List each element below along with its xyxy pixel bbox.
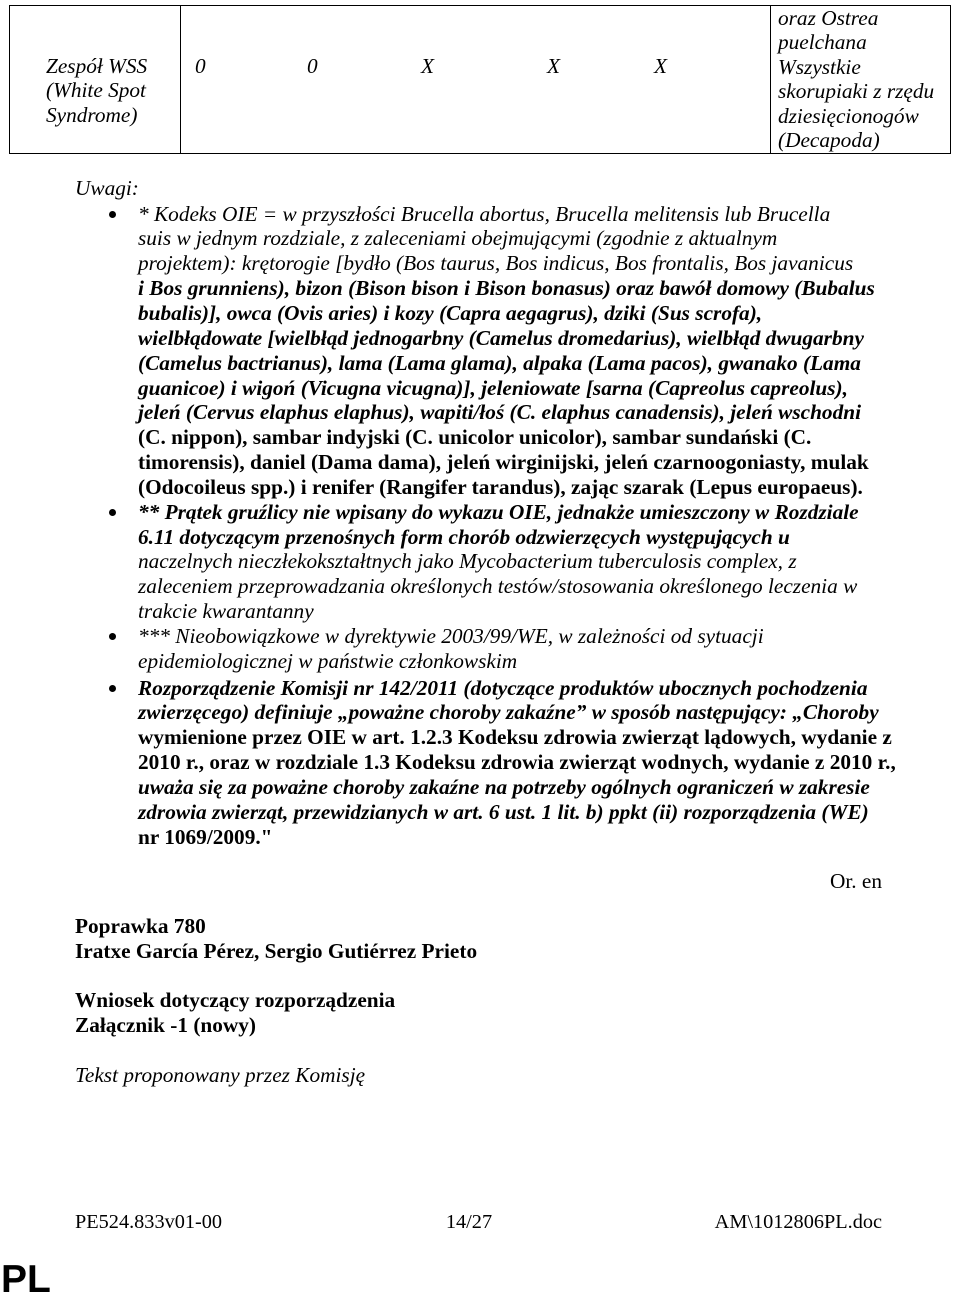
species-line: dziesięcionogów	[778, 103, 919, 128]
note-line: epidemiologicznej w państwie członkowskim	[138, 648, 518, 673]
species-line: Wszystkie	[778, 54, 861, 79]
amendment-number: Poprawka 780	[75, 913, 206, 938]
note-line: trakcie kwarantanny	[138, 599, 314, 624]
disease-name-line: (White Spot	[46, 78, 146, 103]
mark-value: 0	[307, 54, 318, 78]
disease-cell	[10, 6, 181, 154]
note-line: i Bos grunniens), bizon (Bison bison i Bison bonasus) oraz bawół domowy (Bubalus	[138, 276, 875, 301]
note-line: naczelnych nieczłekokształtnych jako Mycobacterium tuberculosis complex, z	[138, 549, 797, 574]
note-line: *** Nieobowiązkowe w dyrektywie 2003/99/WE, w zależności od sytuacji	[138, 623, 764, 648]
notes-section	[75, 176, 935, 850]
note-line: bubalis)], owca (Ovis aries) i kozy (Capra aegagrus), dziki (Sus scrofa),	[138, 300, 763, 325]
note-item	[75, 202, 935, 500]
bullet-icon	[109, 509, 116, 516]
note-line: projektem): krętorogie [bydło (Bos taurus, Bos indicus, Bos frontalis, Bos javanicus	[138, 251, 854, 276]
note-item	[75, 500, 935, 624]
note-line: guanicoe) i wigoń (Vicugna vicugna)], jeleniowate [sarna (Capreolus capreolus),	[138, 375, 848, 400]
marks-cell	[181, 6, 771, 154]
annex-table	[9, 5, 951, 154]
note-line: uważa się za poważne choroby zakaźne na potrzeby ogólnych ograniczeń w zakresie	[138, 775, 870, 799]
original-language: Or. en	[829, 868, 882, 893]
note-line: 6.11 dotyczącym przenośnych form chorób odzwierzęcych występujących u	[138, 524, 790, 549]
note-line: zdrowia zwierząt, przewidzianych w art. 6 ust. 1 lit. b) ppkt (ii) rozporządzenia (WE)	[138, 799, 869, 824]
disease-name-line: Zespół WSS	[46, 54, 148, 78]
note-line: Rozporządzenie Komisji nr 142/2011 (dotyczące produktów ubocznych pochodzenia	[138, 675, 868, 700]
note-item	[75, 676, 935, 850]
species-line: skorupiaki z rzędu	[778, 79, 935, 104]
species-line: puelchana	[778, 30, 867, 55]
note-line: ** Prątek gruźlicy nie wpisany do wykazu OIE, jednakże umieszczony w Rozdziale	[138, 499, 859, 524]
note-item	[75, 624, 935, 674]
annex-reference: Załącznik -1 (nowy)	[75, 1012, 257, 1037]
language-tag: PL	[1, 1258, 51, 1295]
footer-file-name: AM\1012806PL.doc	[714, 1211, 882, 1233]
footer-page-number: 14/27	[445, 1211, 493, 1233]
note-line: 2010 r., oraz w rozdziale 1.3 Kodeksu zdrowia zwierząt wodnych, wydanie z 2010 r.,	[138, 750, 896, 775]
bullet-icon	[109, 211, 116, 218]
proposal-title: Wniosek dotyczący rozporządzenia	[75, 987, 396, 1012]
mark-value: X	[421, 54, 435, 78]
column-heading: Tekst proponowany przez Komisję	[75, 1062, 366, 1087]
footer-reference: PE524.833v01-00	[75, 1211, 223, 1233]
note-line: jeleń (Cervus elaphus elaphus), wapiti/łoś (C. elaphus canadensis), jeleń wschodni	[138, 400, 861, 425]
note-line: zaleceniem przeprowadzania określonych testów/stosowania określonego leczenia w	[138, 574, 858, 599]
species-line: oraz Ostrea	[778, 6, 879, 30]
note-line: (C. nippon), sambar indyjski (C. unicolor unicolor), sambar sundański (C.	[138, 425, 812, 450]
page-footer	[0, 1210, 960, 1234]
note-line: * Kodeks OIE = w przyszłości Brucella abortus, Brucella melitensis lub Brucella	[138, 201, 831, 226]
table-row	[10, 6, 951, 154]
note-line: timorensis), daniel (Dama dama), jeleń wirginijski, jeleń czarnoogoniasty, mulak	[138, 450, 869, 475]
species-line: (Decapoda)	[778, 127, 880, 152]
note-line: zwierzęcego) definiuje „poważne choroby zakaźne” w sposób następujący: „Choroby	[138, 700, 879, 725]
marks-row	[181, 54, 770, 78]
note-line: wielbłądowate [wielbłąd jednogarbny (Camelus dromedarius), wielbłąd dwugarbny	[138, 325, 864, 350]
bullet-icon	[109, 633, 116, 640]
bullet-icon	[109, 685, 116, 692]
amendment-authors: Iratxe García Pérez, Sergio Gutiérrez Prieto	[75, 938, 478, 963]
disease-name-line: Syndrome)	[46, 102, 138, 127]
notes-heading: Uwagi:	[75, 175, 139, 200]
mark-value: X	[654, 54, 668, 78]
note-line: suis w jednym rozdziale, z zaleceniami obejmującymi (zgodnie z aktualnym	[138, 226, 778, 251]
note-line: (Odocoileus spp.) i renifer (Rangifer tarandus), zając szarak (Lepus europaeus).	[138, 474, 863, 499]
species-cell	[771, 6, 951, 154]
note-line: nr 1069/2009."	[138, 824, 273, 849]
note-line: (Camelus bactrianus), lama (Lama glama), alpaka (Lama pacos), gwanako (Lama	[138, 350, 861, 375]
mark-value: 0	[195, 54, 206, 78]
note-line: wymienione przez OIE w art. 1.2.3 Kodeksu zdrowia zwierząt lądowych, wydanie z	[138, 725, 892, 750]
mark-value: X	[547, 54, 561, 78]
